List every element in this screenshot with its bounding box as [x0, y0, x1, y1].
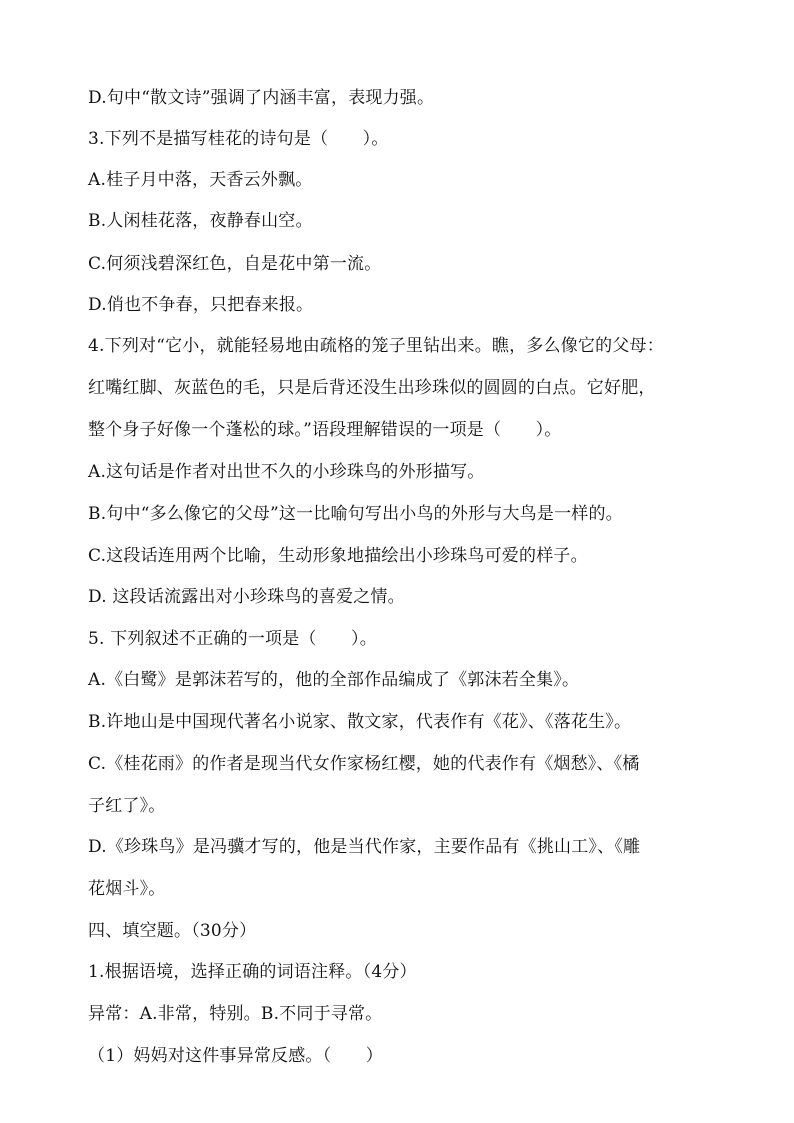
- option-c-q5-line-2: 子红了》。: [88, 796, 166, 816]
- option-d-q5-line-2: 花烟斗》。: [88, 879, 166, 899]
- section-four-heading: 四、填空题。（30分）: [88, 921, 257, 941]
- option-d-q5-line-1: D.《珍珠鸟》是冯骥才写的，他是当代作家，主要作品有《挑山工》、《雕: [88, 837, 641, 857]
- option-b-q5: B.许地山是中国现代著名小说家、散文家，代表作有《花》、《落花生》。: [88, 712, 632, 732]
- option-c-q5-line-1: C.《桂花雨》的作者是现当代女作家杨红樱，她的代表作有《烟愁》、《橘: [88, 754, 640, 774]
- option-a-q5: A.《白鹭》是郭沫若写的，他的全部作品编成了《郭沫若全集》。: [88, 670, 580, 690]
- question-5: 5. 下列叙述不正确的一项是（ ）。: [88, 629, 377, 649]
- fill-question-1: 1.根据语境，选择正确的词语注释。（4分）: [88, 962, 417, 982]
- question-4-line-2: 红嘴红脚、灰蓝色的毛，只是后背还没生出珍珠似的圆圆的白点。它好肥，: [88, 378, 656, 398]
- option-b-q3: B.人闲桂花落，夜静春山空。: [88, 211, 313, 231]
- option-d-q4: D. 这段话流露出对小珍珠鸟的喜爱之情。: [88, 587, 405, 607]
- word-definition: 异常：A.非常，特别。B.不同于寻常。: [88, 1004, 383, 1024]
- question-4-line-3: 整个身子好像一个蓬松的球。”语段理解错误的一项是（ ）。: [88, 420, 562, 440]
- option-b-q4: B.句中“多么像它的父母”这一比喻句写出小鸟的外形与大鸟是一样的。: [88, 504, 623, 524]
- fill-sub-question-1: （1）妈妈对这件事异常反感。（ ）: [88, 1046, 383, 1066]
- option-d-q2: D.句中“散文诗”强调了内涵丰富，表现力强。: [88, 88, 435, 108]
- option-c-q4: C.这段话连用两个比喻，生动形象地描绘出小珍珠鸟可爱的样子。: [88, 546, 588, 566]
- option-a-q4: A.这句话是作者对出世不久的小珍珠鸟的外形描写。: [88, 462, 485, 482]
- question-4-line-1: 4.下列对“它小，就能轻易地由疏格的笼子里钻出来。瞧，多么像它的父母：: [88, 336, 664, 356]
- option-a-q3: A.桂子月中落，天香云外飘。: [88, 170, 313, 190]
- question-3: 3.下列不是描写桂花的诗句是（ ）。: [88, 129, 389, 149]
- option-c-q3: C.何须浅碧深红色，自是花中第一流。: [88, 254, 382, 274]
- option-d-q3: D.俏也不争春，只把春来报。: [88, 295, 314, 315]
